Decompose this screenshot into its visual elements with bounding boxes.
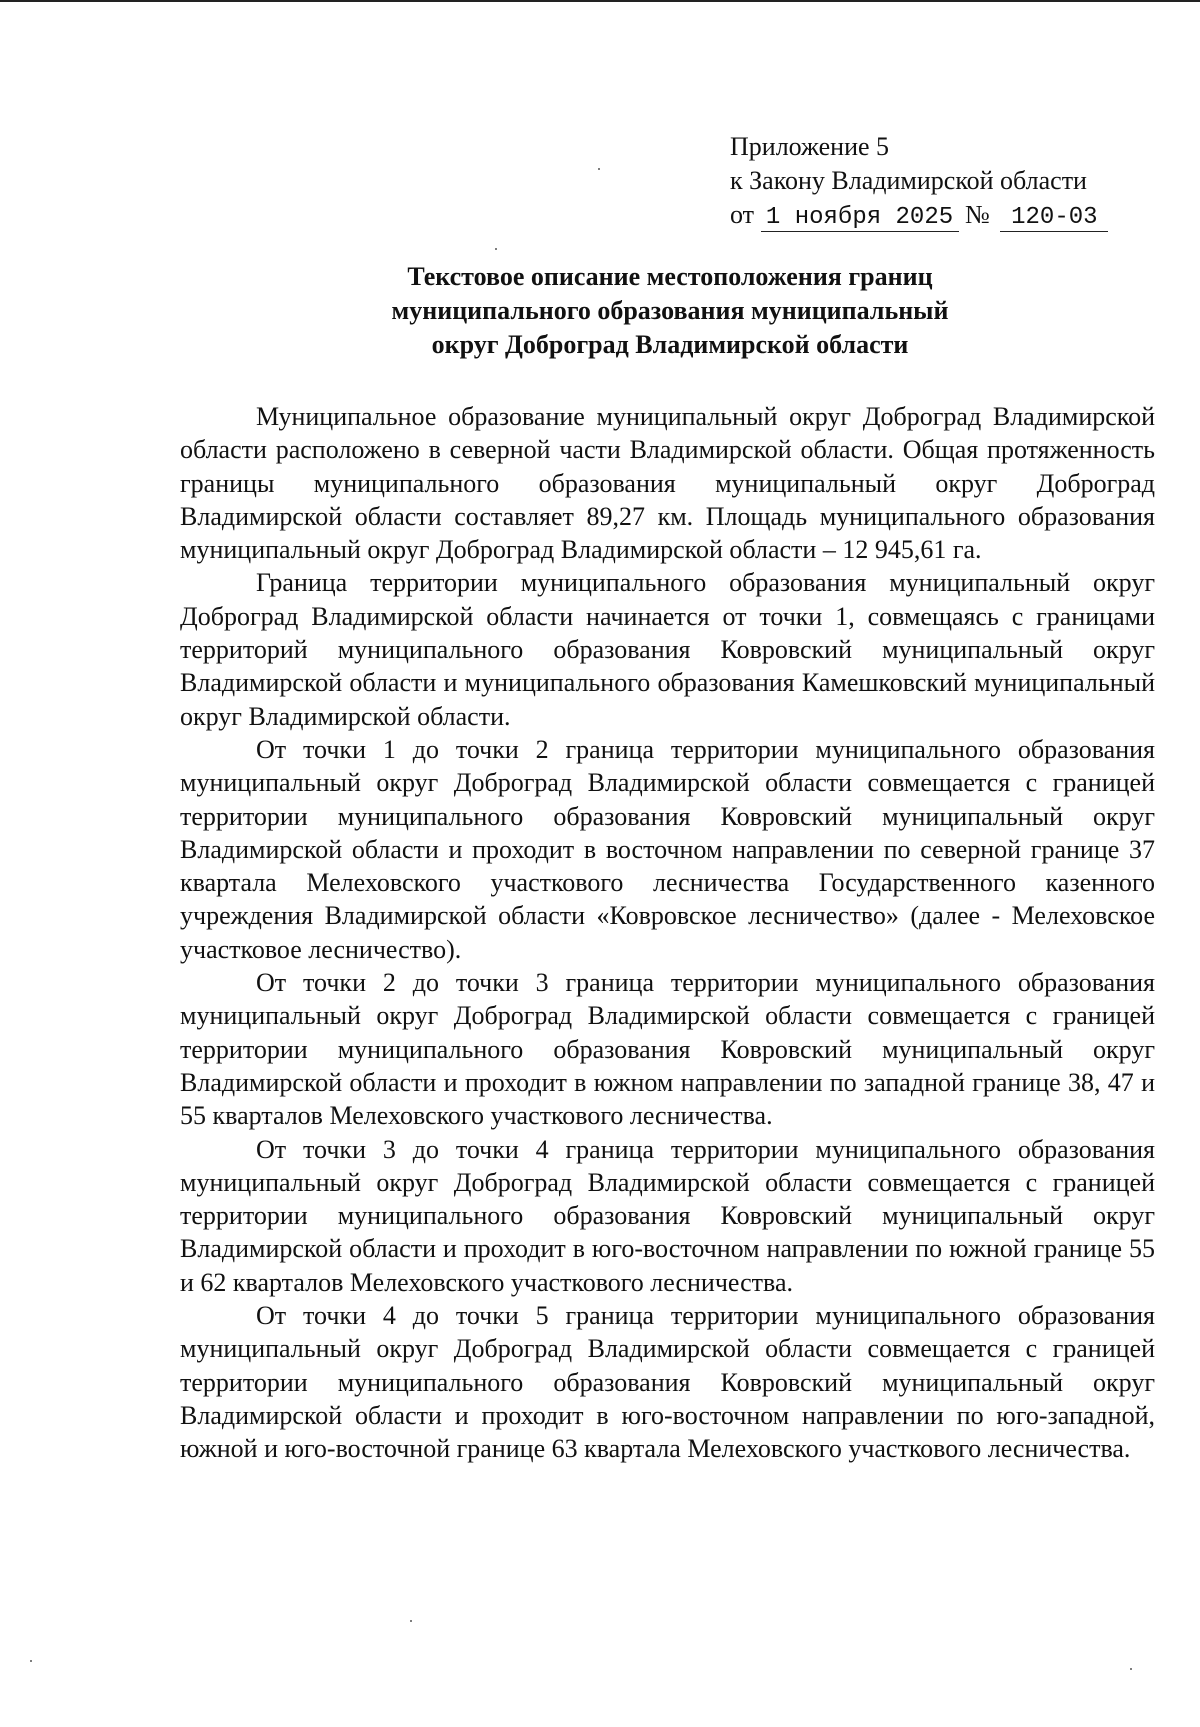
scan-speck [1130,1668,1132,1670]
law-number: 120-03 [1000,205,1108,232]
number-sign: № [965,200,990,229]
appendix-header [730,130,1160,232]
appendix-law-reference: к Закону Владимирской области [730,166,1087,195]
document-body [180,400,1155,1466]
appendix-label: Приложение 5 [730,132,890,161]
document-title [180,260,1160,362]
scan-speck [495,248,497,250]
paragraph-general: Муниципальное образование муниципальный округ Доброград Владимирской области расположено в северной части Владимирской области. Общая протяженность границы муниципального образования муниципальный округ Доброград Владимирской области составляет 89,27 км. Площадь муниципального образования муниципальный округ Доброград Владимирской области – 12 945,61 га. [180,402,1155,565]
paragraph-boundary-start: Граница территории муниципального образования муниципальный округ Доброград Владимирской области начинается от точки 1, совмещаясь с границами территорий муниципального образования Ковровский муниципальный округ Владимирской области и муниципального образования Камешковский муниципальный округ Владимирской области. [180,568,1155,731]
scan-speck [410,1620,412,1622]
paragraph-point-4-5: От точки 4 до точки 5 граница территории муниципального образования муниципальный округ Доброград Владимирской области совмещается с границей территории муниципального образования Ковровский муниципальный округ Владимирской области и проходит в юго-восточном направлении по юго-западной, южной и юго-восточной границе 63 квартала Мелеховского участкового лесничества. [180,1301,1155,1464]
title-line-3: округ Доброград Владимирской области [431,330,909,359]
appendix-date-line [730,198,1160,232]
law-date: 1 ноября 2025 [761,205,959,232]
page-top-edge [0,0,1200,2]
scan-speck [598,168,600,170]
date-prefix: от [730,200,755,229]
paragraph-point-3-4: От точки 3 до точки 4 граница территории муниципального образования муниципальный округ Доброград Владимирской области совмещается с границей территории муниципального образования Ковровский муниципальный округ Владимирской области и проходит в юго-восточном направлении по южной границе 55 и 62 кварталов Мелеховского участкового лесничества. [180,1134,1155,1297]
scan-speck [30,1660,32,1662]
paragraph-point-1-2: От точки 1 до точки 2 граница территории муниципального образования муниципальный округ Доброград Владимирской области совмещается с границей территории муниципального образования Ковровский муниципальный округ Владимирской области и проходит в восточном направлении по северной границе 37 квартала Мелеховского участкового лесничества Государственного казенного учреждения Владимирской области «Ковровское лесничество» (далее - Мелеховское участковое лесничество). [180,734,1155,964]
title-line-1: Текстовое описание местоположения границ [407,262,933,291]
paragraph-point-2-3: От точки 2 до точки 3 граница территории муниципального образования муниципальный округ Доброград Владимирской области совмещается с границей территории муниципального образования Ковровский муниципальный округ Владимирской области и проходит в южном направлении по западной границе 38, 47 и 55 кварталов Мелеховского участкового лесничества. [180,968,1155,1131]
title-line-2: муниципального образования муниципальный [391,296,949,325]
